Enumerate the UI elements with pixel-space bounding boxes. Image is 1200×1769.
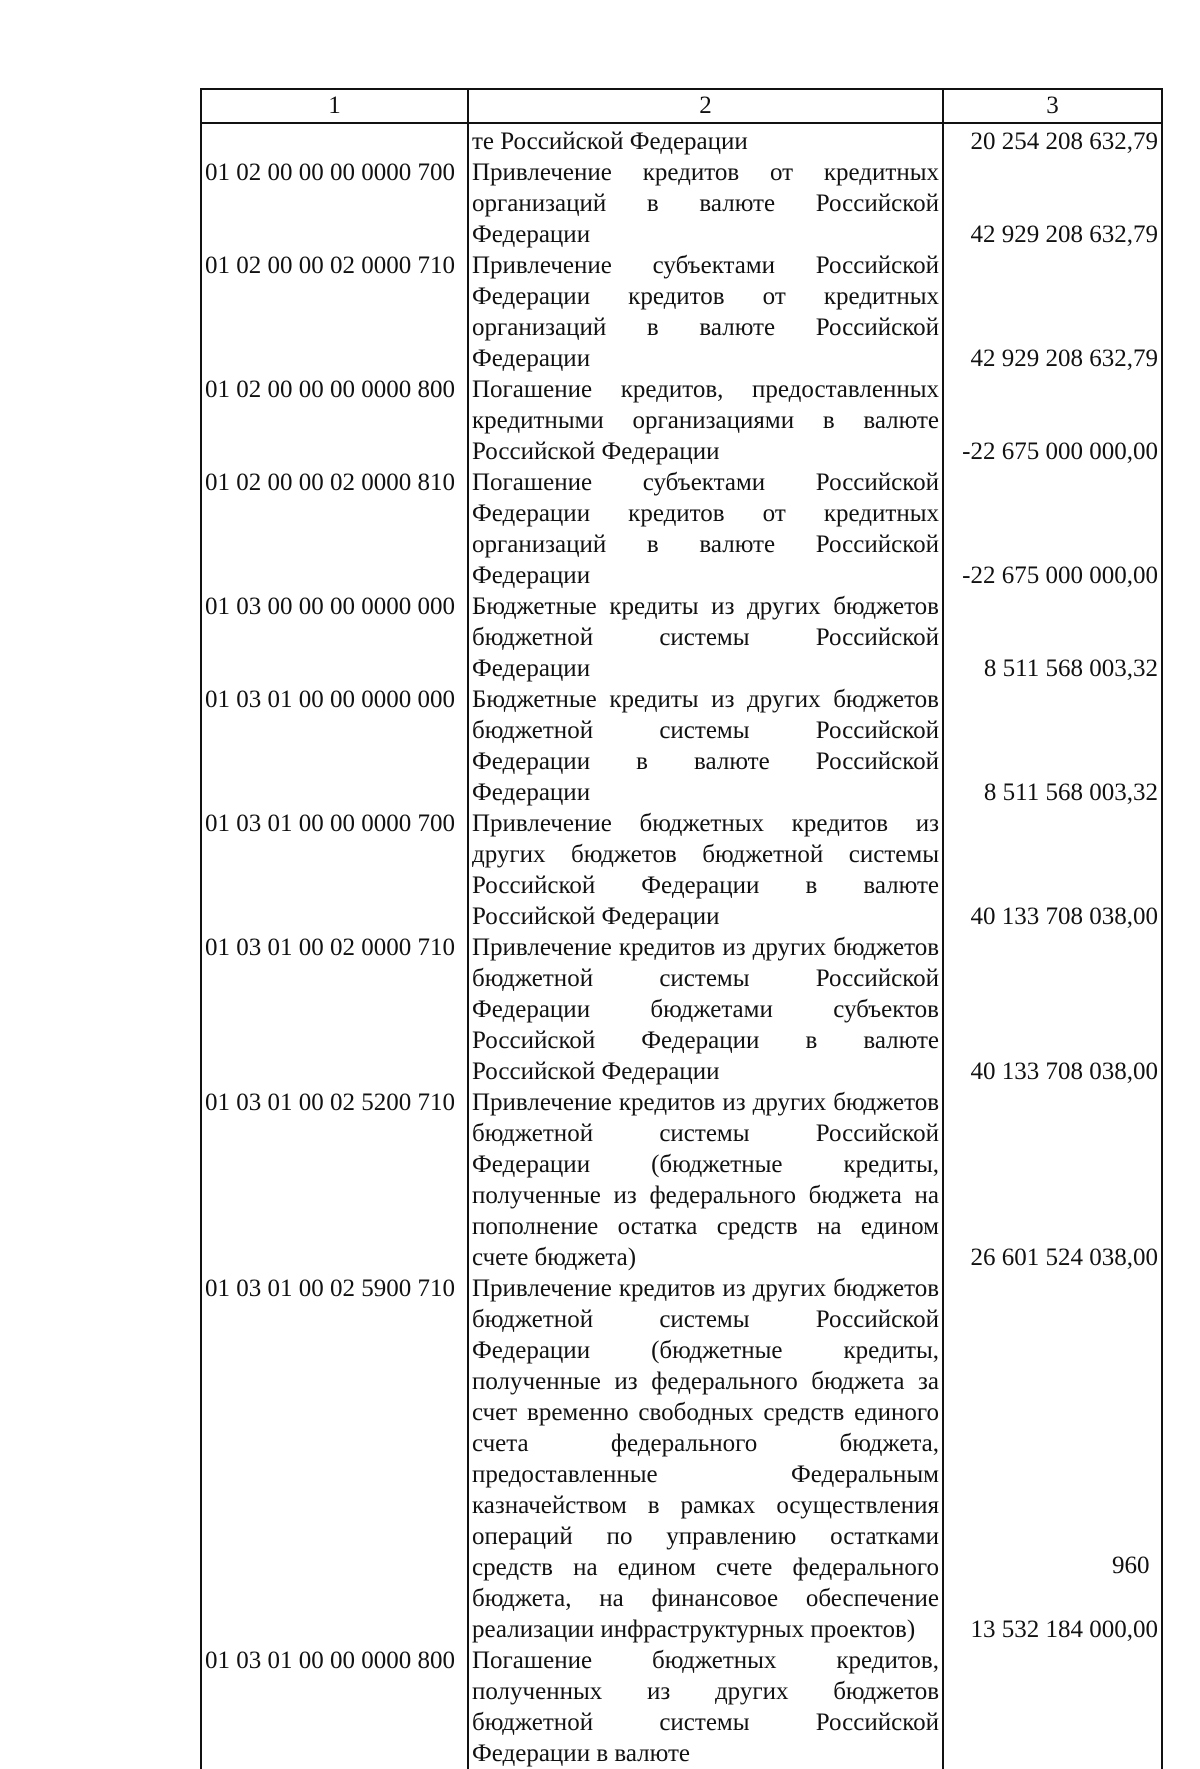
classification-code: 01 03 01 00 00 0000 800 — [201, 1645, 468, 1769]
row-amount: 40 133 708 038,00 — [943, 808, 1162, 932]
table-row — [201, 250, 1162, 374]
table-row — [201, 1645, 1162, 1769]
row-description: Бюджетные кредиты из других бюджетов бюджетной системы Российской Федерации в валюте Российской Федерации — [468, 684, 943, 808]
row-description: Привлечение кредитов из других бюджетов бюджетной системы Российской Федерации бюджетами субъектов Российской Федерации в валюте Российской Федерации — [468, 932, 943, 1087]
table-row — [201, 374, 1162, 467]
classification-code: 01 02 00 00 02 0000 810 — [201, 467, 468, 591]
row-amount: -22 675 000 000,00 — [943, 374, 1162, 467]
row-description: Привлечение кредитов из других бюджетов бюджетной системы Российской Федерации (бюджетные кредиты, полученные из федерального бюджета на пополнение остатка средств на едином счете бюджета) — [468, 1087, 943, 1273]
classification-code: 01 03 01 00 02 5200 710 — [201, 1087, 468, 1273]
row-description: Привлечение субъектами Российской Федерации кредитов от кредитных организаций в валюте Российской Федерации — [468, 250, 943, 374]
column-header-3: 3 — [943, 89, 1162, 123]
classification-code: 01 03 01 00 02 5900 710 — [201, 1273, 468, 1645]
column-header-2: 2 — [468, 89, 943, 123]
classification-code: 01 03 01 00 02 0000 710 — [201, 932, 468, 1087]
header-row — [201, 89, 1162, 123]
table-row — [201, 684, 1162, 808]
table-row — [201, 1087, 1162, 1273]
table-row — [201, 591, 1162, 684]
table-row — [201, 1273, 1162, 1645]
column-header-1: 1 — [201, 89, 468, 123]
row-amount: -22 675 000 000,00 — [943, 467, 1162, 591]
page-number: 960 — [1112, 1552, 1150, 1579]
row-amount: 42 929 208 632,79 — [943, 157, 1162, 250]
row-amount: 26 601 524 038,00 — [943, 1087, 1162, 1273]
row-description: Привлечение кредитов из других бюджетов бюджетной системы Российской Федерации (бюджетные кредиты, полученные из федерального бюджета за счет временно свободных средств единого счета федерального бюджета, предоставленные Федеральным казначейством в рамках осуществления операций по управлению остатками средств на едином счете федерального бюджета, на финансовое обеспечение реализации инфраструктурных проектов) — [468, 1273, 943, 1645]
row-amount: 42 929 208 632,79 — [943, 250, 1162, 374]
row-description: Погашение субъектами Российской Федерации кредитов от кредитных организаций в валюте Российской Федерации — [468, 467, 943, 591]
classification-code: 01 02 00 00 00 0000 800 — [201, 374, 468, 467]
row-description: Бюджетные кредиты из других бюджетов бюджетной системы Российской Федерации — [468, 591, 943, 684]
row-description: Погашение бюджетных кредитов, полученных из других бюджетов бюджетной системы Российской Федерации в валюте — [468, 1645, 943, 1769]
row-description: Погашение кредитов, предоставленных кредитными организациями в валюте Российской Федерации — [468, 374, 943, 467]
row-amount — [943, 1645, 1162, 1769]
classification-code: 01 03 01 00 00 0000 000 — [201, 684, 468, 808]
row-amount: 13 532 184 000,00 — [943, 1273, 1162, 1645]
table-body — [201, 123, 1162, 1769]
classification-code: 01 02 00 00 00 0000 700 — [201, 157, 468, 250]
table-row — [201, 808, 1162, 932]
classification-code: 01 03 01 00 00 0000 700 — [201, 808, 468, 932]
classification-code: 01 02 00 00 02 0000 710 — [201, 250, 468, 374]
budget-table — [200, 88, 1163, 1769]
table-row — [201, 157, 1162, 250]
row-description: Привлечение бюджетных кредитов из других бюджетов бюджетной системы Российской Федерации в валюте Российской Федерации — [468, 808, 943, 932]
table-row — [201, 932, 1162, 1087]
row-amount: 40 133 708 038,00 — [943, 932, 1162, 1087]
row-amount: 8 511 568 003,32 — [943, 591, 1162, 684]
classification-code: 01 03 00 00 00 0000 000 — [201, 591, 468, 684]
table-row — [201, 123, 1162, 157]
classification-code — [201, 123, 468, 157]
row-description: Привлечение кредитов от кредитных организаций в валюте Российской Федерации — [468, 157, 943, 250]
row-amount: 20 254 208 632,79 — [943, 123, 1162, 157]
row-description: те Российской Федерации — [468, 123, 943, 157]
row-amount: 8 511 568 003,32 — [943, 684, 1162, 808]
table-row — [201, 467, 1162, 591]
